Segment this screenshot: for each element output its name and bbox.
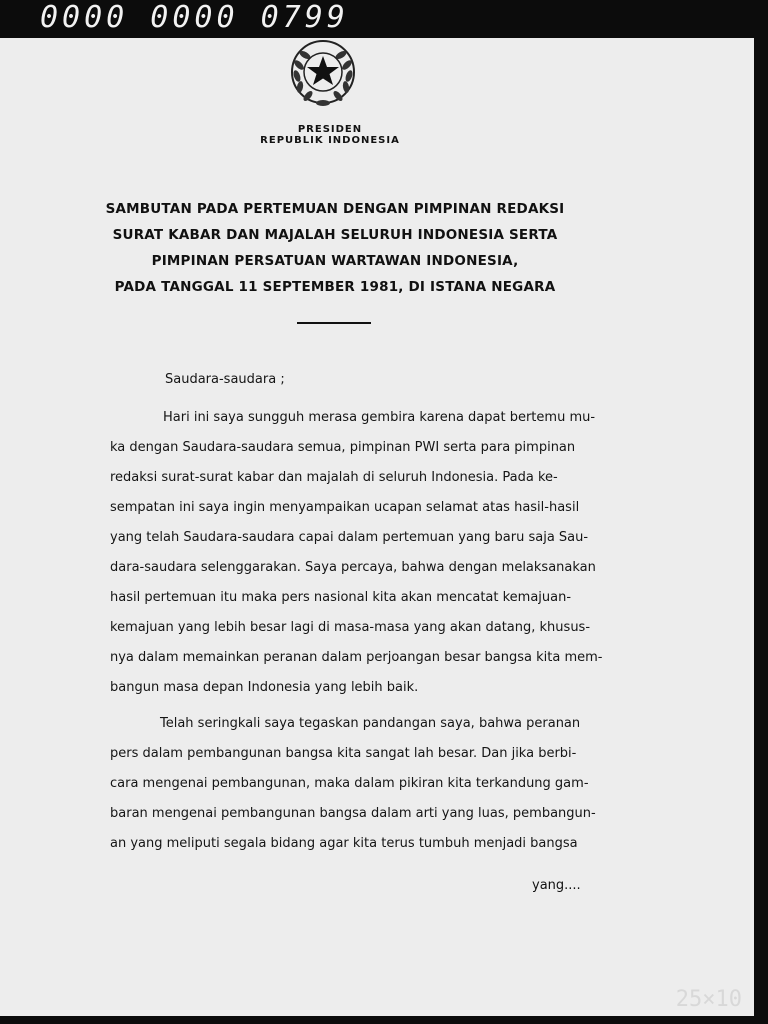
title-line: SURAT KABAR DAN MAJALAH SELURUH INDONESIA SERTA	[112, 227, 558, 243]
film-edge	[754, 38, 768, 1016]
speech-title	[100, 196, 570, 300]
salutation: Saudara-saudara ;	[165, 372, 285, 387]
paragraph-line: baran mengenai pembangunan bangsa dalam arti yang luas, pembangun-	[110, 806, 596, 821]
paragraph-line: cara mengenai pembangunan, maka dalam pikiran kita terkandung gam-	[110, 776, 589, 791]
film-frame-number: 0000 0000 0799	[40, 0, 349, 35]
paragraph-line: Telah seringkali saya tegaskan pandangan saya, bahwa peranan	[160, 716, 581, 731]
title-divider	[297, 322, 371, 324]
paragraph-line: sempatan ini saya ingin menyampaikan ucapan selamat atas hasil-hasil	[110, 500, 580, 515]
paragraph-line: hasil pertemuan itu maka pers nasional kita akan mencatat kemajuan-	[110, 590, 572, 605]
continuation-word: yang....	[532, 878, 581, 893]
presidential-seal-emblem	[288, 38, 358, 110]
paragraph-line: nya dalam memainkan peranan dalam perjoangan besar bangsa kita mem-	[110, 650, 603, 665]
paragraph-line: ka dengan Saudara-saudara semua, pimpinan PWI serta para pimpinan	[110, 440, 576, 455]
paragraph-line: kemajuan yang lebih besar lagi di masa-masa yang akan datang, khusus-	[110, 620, 591, 635]
paragraph-line: redaksi surat-surat kabar dan majalah di seluruh Indonesia. Pada ke-	[110, 470, 558, 485]
paragraph-line: pers dalam pembangunan bangsa kita sangat lah besar. Dan jika berbi-	[110, 746, 577, 761]
paragraph-line: an yang meliputi segala bidang agar kita terus tumbuh menjadi bangsa	[110, 836, 578, 851]
office-line-president: PRESIDEN	[297, 124, 363, 135]
paragraph-line: yang telah Saudara-saudara capai dalam pertemuan yang baru saja Sau-	[110, 530, 589, 545]
reduction-ratio-mark: 25×10	[675, 987, 742, 1012]
paragraph-line: dara-saudara selenggarakan. Saya percaya, bahwa dengan melaksanakan	[110, 560, 596, 575]
office-line-republic: REPUBLIK INDONESIA	[260, 135, 400, 146]
paragraph-line: Hari ini saya sungguh merasa gembira karena dapat bertemu mu-	[163, 410, 596, 425]
document-page	[0, 38, 756, 1016]
title-line: SAMBUTAN PADA PERTEMUAN DENGAN PIMPINAN REDAKSI	[105, 201, 565, 217]
paragraph-line: bangun masa depan Indonesia yang lebih baik.	[110, 680, 419, 695]
title-line: PIMPINAN PERSATUAN WARTAWAN INDONESIA,	[151, 253, 519, 269]
title-line: PADA TANGGAL 11 SEPTEMBER 1981, DI ISTANA NEGARA	[114, 279, 556, 295]
